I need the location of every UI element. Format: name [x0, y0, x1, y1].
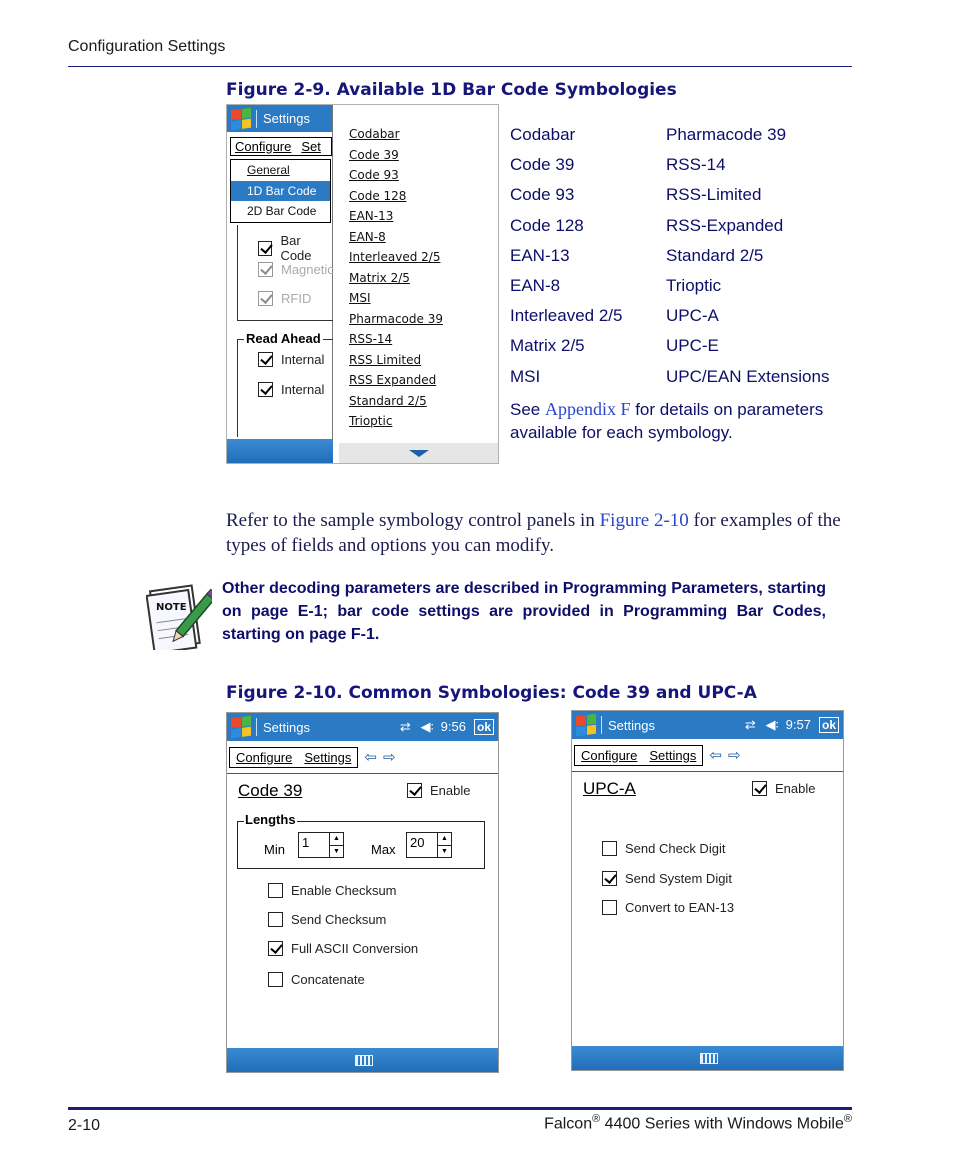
send-check-digit-label: Send Check Digit	[625, 841, 726, 856]
registered-mark: ®	[592, 1113, 601, 1125]
tab-settings[interactable]: Settings	[649, 747, 697, 763]
tab-settings[interactable]: Set	[301, 138, 321, 154]
keyboard-icon[interactable]	[355, 1055, 373, 1066]
symbology-item: UPC-A	[666, 306, 719, 326]
menu-matrix-2-5[interactable]: Matrix 2/5	[349, 270, 410, 285]
windows-start-icon[interactable]	[231, 107, 251, 130]
symbology-item: Code 39	[510, 155, 575, 175]
magnetic-option	[258, 262, 334, 277]
symbology-column-2	[666, 120, 829, 392]
enable-checksum-checkbox[interactable]	[268, 883, 283, 898]
windows-start-icon[interactable]	[576, 714, 596, 737]
magnetic-checkbox	[258, 262, 273, 277]
min-stepper-buttons[interactable]	[329, 833, 343, 857]
symbology-item: Pharmacode 39	[666, 125, 787, 144]
symbology-menu	[339, 105, 499, 464]
keyboard-icon[interactable]	[700, 1053, 718, 1064]
internal-checkbox-2[interactable]	[258, 382, 273, 397]
symbology-item: Code 128	[510, 215, 584, 235]
concatenate-option[interactable]	[268, 972, 365, 987]
refer-paragraph	[226, 508, 846, 558]
send-system-digit-option[interactable]	[602, 871, 732, 886]
volume-icon[interactable]: ◀꞉	[420, 719, 435, 734]
max-length-stepper[interactable]	[406, 832, 452, 858]
note-pencil-icon	[146, 580, 212, 650]
send-system-digit-checkbox[interactable]	[602, 871, 617, 886]
header-rule	[68, 66, 852, 67]
submenu-2d-bar-code[interactable]: 2D Bar Code	[247, 204, 317, 218]
menu-rss-14[interactable]: RSS-14	[349, 332, 393, 346]
symbology-item: EAN-13	[510, 245, 570, 265]
full-ascii-label: Full ASCII Conversion	[291, 941, 419, 956]
enable-option[interactable]	[752, 781, 815, 796]
send-system-digit-label: Send System Digit	[625, 871, 732, 886]
title-bar	[227, 105, 332, 132]
internal-label-1: Internal	[281, 352, 325, 367]
symbology-item: MSI	[510, 366, 541, 386]
upc-a-screen	[571, 710, 844, 1071]
submenu-1d-bar-code[interactable]: 1D Bar Code	[231, 181, 330, 202]
tab-configure[interactable]: Configure	[581, 747, 638, 763]
clock-time[interactable]: 9:56	[440, 719, 466, 734]
symbology-heading: UPC-A	[583, 779, 636, 798]
status-icons	[745, 717, 811, 733]
tab-configure[interactable]: Configure	[236, 749, 293, 765]
menu-bar	[574, 745, 703, 766]
enable-checksum-label: Enable Checksum	[291, 883, 397, 898]
menu-code-39[interactable]: Code 39	[349, 147, 399, 162]
registered-mark: ®	[843, 1113, 852, 1125]
title-separator	[256, 110, 257, 128]
menu-scroll-area	[339, 443, 499, 464]
magnetic-label: Magnetic	[281, 262, 334, 277]
symbology-item: EAN-8	[510, 276, 561, 296]
running-header: Configuration Settings	[68, 38, 226, 55]
connectivity-icon[interactable]: ⇄	[399, 719, 411, 734]
figure-9-caption: Figure 2-9. Available 1D Bar Code Symbologies	[226, 80, 677, 100]
divider	[572, 771, 843, 772]
menu-bar	[230, 137, 332, 156]
figure-10-caption: Figure 2-10. Common Symbologies: Code 39 and UPC-A	[226, 683, 757, 703]
max-label: Max	[371, 842, 396, 857]
symbology-item: Code 93	[510, 185, 575, 205]
note-icon-label: NOTE	[156, 602, 187, 613]
configure-submenu	[230, 159, 331, 223]
symbology-item: Interleaved 2/5	[510, 306, 623, 326]
symbology-item: Standard 2/5	[666, 245, 764, 265]
symbology-item: Matrix 2/5	[510, 336, 585, 356]
menu-trioptic[interactable]: Trioptic	[349, 414, 393, 428]
ok-button[interactable]: ok	[819, 717, 839, 733]
figure-9-screenshot	[226, 104, 499, 464]
max-length-value[interactable]: 20	[410, 835, 425, 850]
menu-rss-expanded[interactable]: RSS Expanded	[349, 373, 437, 387]
send-check-digit-checkbox[interactable]	[602, 841, 617, 856]
code-39-screen	[226, 712, 499, 1073]
stepper-down-icon[interactable]: ▼	[330, 845, 343, 858]
title-text: Settings	[608, 717, 655, 733]
footer-series: 4400 Series with Windows Mobile	[600, 1115, 844, 1133]
symbology-column-1	[510, 120, 622, 392]
scroll-down-arrow-icon[interactable]	[409, 450, 429, 457]
send-check-digit-option[interactable]	[602, 841, 725, 856]
rfid-checkbox	[258, 291, 273, 306]
submenu-general[interactable]: General	[247, 163, 290, 177]
title-text: Settings	[263, 111, 310, 126]
forward-arrow-icon[interactable]: ⇨	[382, 749, 396, 766]
bottom-bar	[227, 439, 333, 464]
code39-bottom-bar	[227, 1048, 499, 1073]
lengths-group	[237, 812, 485, 869]
read-ahead-label: Read Ahead	[246, 331, 321, 346]
min-length-value[interactable]: 1	[302, 835, 310, 850]
appendix-note-prefix: See	[510, 400, 545, 419]
send-checksum-option[interactable]	[268, 912, 386, 927]
appendix-f-link[interactable]: Appendix F	[544, 399, 631, 419]
back-arrow-icon[interactable]: ⇦	[709, 747, 722, 764]
stepper-down-icon[interactable]: ▼	[438, 845, 451, 858]
enable-checksum-option[interactable]	[268, 883, 397, 898]
appendix-note	[510, 398, 860, 444]
enable-label: Enable	[775, 781, 816, 796]
page-number: 2-10	[68, 1117, 101, 1134]
symbology-item: Codabar	[510, 125, 576, 144]
upca-bottom-bar	[572, 1046, 844, 1071]
upca-tab-row	[572, 739, 843, 771]
lengths-label: Lengths	[245, 812, 296, 827]
symbology-item: RSS-Limited	[666, 185, 762, 205]
title-separator	[256, 718, 257, 736]
enable-checkbox[interactable]	[752, 781, 767, 796]
footer-title	[544, 1113, 852, 1133]
full-ascii-checkbox[interactable]	[268, 941, 283, 956]
note-text: Other decoding parameters are described in Programming Parameters, starting on page E-1; bar code settings are provided in Programming Bar Codes, starting on page F-1.	[222, 580, 826, 643]
rfid-option	[258, 291, 311, 306]
concatenate-checkbox[interactable]	[268, 972, 283, 987]
min-label: Min	[264, 842, 285, 857]
title-text: Settings	[263, 719, 310, 735]
send-checksum-checkbox[interactable]	[268, 912, 283, 927]
bar-code-label: Bar Code	[280, 233, 312, 263]
clock-time[interactable]: 9:57	[785, 717, 811, 732]
footer-rule	[68, 1107, 852, 1110]
device-group	[237, 225, 333, 321]
tab-settings[interactable]: Settings	[304, 749, 352, 765]
settings-panel	[227, 105, 333, 464]
back-arrow-icon[interactable]: ⇦	[364, 749, 377, 766]
ok-button[interactable]: ok	[474, 719, 494, 735]
bar-code-checkbox[interactable]	[258, 241, 272, 256]
enable-label: Enable	[430, 783, 471, 798]
menu-code-93[interactable]: Code 93	[349, 168, 399, 182]
symbology-item: Trioptic	[666, 276, 722, 296]
menu-ean-8[interactable]: EAN-8	[349, 229, 386, 244]
symbology-menu-list	[339, 105, 499, 432]
menu-ean-13[interactable]: EAN-13	[349, 209, 394, 223]
connectivity-icon[interactable]: ⇄	[744, 717, 756, 732]
internal-label-2: Internal	[281, 382, 325, 397]
min-length-stepper[interactable]	[298, 832, 344, 858]
menu-pharmacode-39[interactable]: Pharmacode 39	[349, 311, 443, 326]
symbology-item: UPC-E	[666, 336, 719, 356]
menu-bar	[229, 747, 358, 768]
enable-checkbox[interactable]	[407, 783, 422, 798]
menu-codabar[interactable]: Codabar	[349, 127, 400, 141]
symbology-heading: Code 39	[238, 781, 303, 800]
concatenate-label: Concatenate	[291, 972, 365, 987]
read-ahead-group	[237, 331, 333, 437]
symbology-item: RSS-14	[666, 155, 726, 175]
stepper-up-icon[interactable]: ▲	[441, 835, 448, 842]
menu-code-128[interactable]: Code 128	[349, 188, 407, 203]
footer-product: Falcon	[544, 1115, 593, 1133]
divider	[227, 773, 498, 774]
enable-option[interactable]	[407, 783, 470, 798]
code39-tab-row	[227, 741, 498, 773]
symbology-item: RSS-Expanded	[666, 215, 784, 235]
volume-icon[interactable]: ◀꞉	[765, 717, 780, 732]
refer-text-before: Refer to the sample symbology control panels in	[226, 510, 600, 531]
convert-ean13-option[interactable]	[602, 900, 734, 915]
menu-standard-2-5[interactable]: Standard 2/5	[349, 393, 427, 408]
stepper-up-icon[interactable]: ▲	[333, 835, 340, 842]
windows-start-icon[interactable]	[231, 716, 251, 739]
internal-option-1[interactable]	[258, 352, 324, 367]
tab-row	[227, 132, 332, 160]
convert-ean13-checkbox[interactable]	[602, 900, 617, 915]
symbology-item: UPC/EAN Extensions	[666, 366, 830, 386]
menu-msi[interactable]: MSI	[349, 291, 371, 305]
figure-2-10-link[interactable]: Figure 2-10	[599, 510, 689, 531]
internal-option-2[interactable]	[258, 382, 324, 397]
tab-configure[interactable]: Configure	[235, 138, 292, 154]
code39-title-bar	[227, 713, 498, 741]
full-ascii-option[interactable]	[268, 941, 418, 956]
rfid-label: RFID	[281, 291, 312, 306]
menu-rss-limited[interactable]: RSS Limited	[349, 352, 422, 367]
internal-checkbox-1[interactable]	[258, 352, 273, 367]
menu-interleaved-2-5[interactable]: Interleaved 2/5	[349, 250, 441, 264]
status-icons	[400, 719, 466, 735]
upca-title-bar	[572, 711, 843, 739]
send-checksum-label: Send Checksum	[291, 912, 387, 927]
convert-ean13-label: Convert to EAN-13	[625, 900, 735, 915]
title-separator	[601, 716, 602, 734]
max-stepper-buttons[interactable]	[437, 833, 451, 857]
refer-text-after: for examples of the types of fields and options you can modify.	[226, 510, 841, 556]
bar-code-option[interactable]	[258, 233, 333, 263]
appendix-note-suffix: for details on parameters available for each symbology.	[510, 400, 824, 442]
forward-arrow-icon[interactable]: ⇨	[727, 747, 741, 764]
